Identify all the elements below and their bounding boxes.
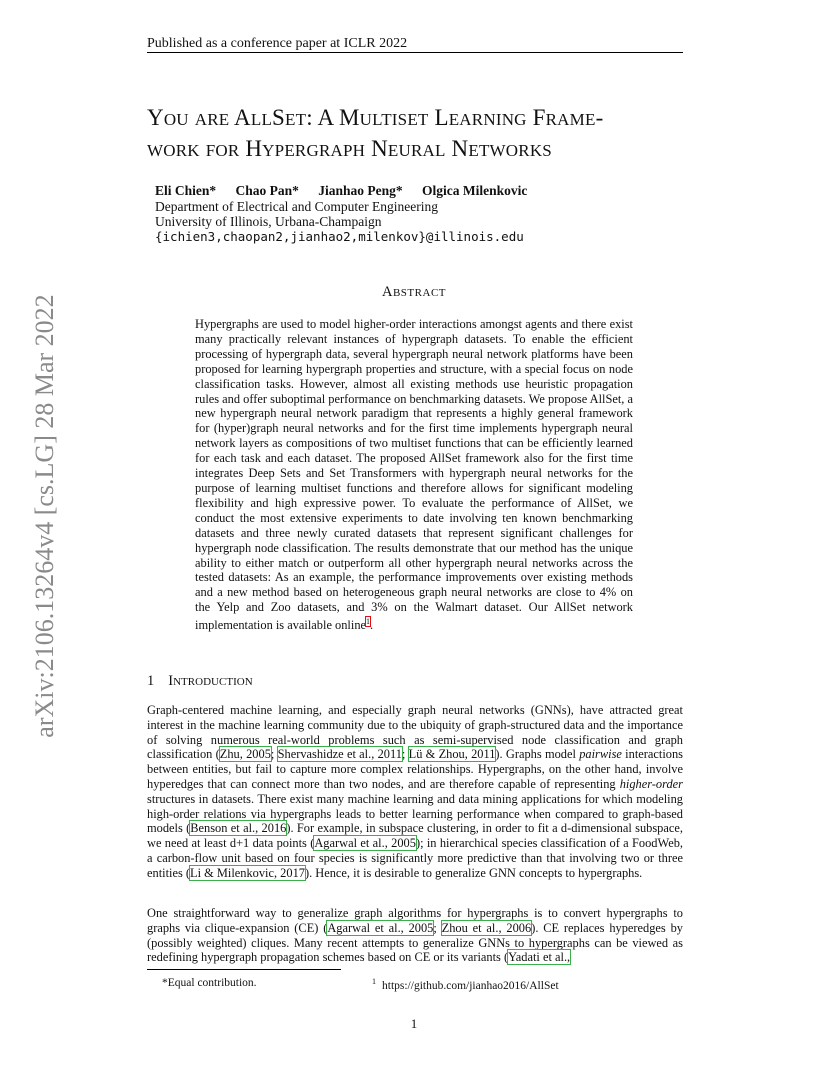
footnote-url: [372, 977, 559, 992]
author-name: Chao Pan*: [235, 183, 299, 198]
repository-link[interactable]: https://github.com/jianhao2016/AllSet: [382, 979, 559, 992]
affiliation-department: Department of Electrical and Computer Engineering: [155, 199, 439, 214]
author-emails[interactable]: {ichien3,chaopan2,jianhao2,milenkov}@illinois.edu: [155, 229, 524, 244]
citation-link[interactable]: Li & Milenkovic, 2017: [190, 865, 305, 880]
emphasis-text: pairwise: [579, 747, 622, 762]
section-heading: [147, 673, 253, 690]
abstract-body: Hypergraphs are used to model higher-order interactions amongst agents and there exist many practically relevant instances of hypergraph datasets. To enable the efficient processing of hypergraph data, several hypergraph neural network platforms have been proposed for learning hypergraph properties and structure, with a special focus on node classification tasks. However, almost all existing methods use heuristic propagation rules and offer suboptimal performance on benchmarking datasets. We propose AllSet, a new hypergraph neural network paradigm that represents a highly general framework for (hyper)graph neural networks and for the first time implements hypergraph neural network layers as compositions of two multiset functions that can be efficiently learned for each task and each dataset. The proposed AllSet framework also for the first time integrates Deep Sets and Set Transformers with hypergraph neural networks for the purpose of learning multiset functions and therefore allows for significant modeling flexibility and high expressive power. To evaluate the performance of AllSet, we conduct the most extensive experiments to date involving ten known benchmarking datasets and three newly curated datasets that represent significant challenges for hypergraph node classification. The results demonstrate that our method has the unique ability to either match or outperform all other hypergraph neural networks across the tested datasets: As an example, the performance improvements over existing methods and a new method based on heterogeneous graph neural networks are close to 4% on the Yelp and Zoo datasets, and 3% on the Walmart dataset. Our AllSet network implementation is available online: [195, 317, 633, 633]
footnote-rule: [147, 969, 341, 970]
citation-link[interactable]: Agarwal et al., 2005: [327, 920, 434, 935]
citation-link[interactable]: Zhu, 2005: [219, 747, 271, 762]
intro-paragraph-2: [147, 906, 683, 965]
title-line-1: YOU ARE ALLSET: A MULTISET LEARNING FRAME-: [147, 105, 604, 130]
body-text: interactions between entities, but fail to capture more complex relationships. Hypergraphs, on the other hand, involve hyperedges that can connect more than two nodes, and are therefore capable of representing: [147, 747, 683, 791]
title-line-2: WORK FOR HYPERGRAPH NEURAL NETWORKS: [147, 136, 552, 161]
author-name: Olgica Milenkovic: [422, 183, 528, 198]
author-name: Eli Chien*: [155, 183, 217, 198]
section-number: 1: [147, 673, 155, 689]
citation-link[interactable]: Benson et al., 2016: [190, 821, 287, 836]
footnote-equal-contribution: *Equal contribution.: [162, 977, 257, 989]
body-text: ); in hierarchical species classification of a FoodWeb, a carbon-flow unit based on four species is significantly more predictive than that involving two or three entities (: [147, 836, 683, 880]
body-text: ;: [433, 920, 442, 935]
body-text: ;: [401, 747, 409, 762]
emphasis-text: higher-order: [619, 776, 683, 791]
footnote-mark: 1: [372, 977, 376, 986]
body-text: Graph-centered machine learning, and especially graph neural networks (GNNs), have attracted great interest in the machine learning community due to the ubiquity of graph-structured data and the importance of solving numerous real-world problems such as semi-supervised node classification and graph classification (: [147, 703, 683, 762]
header-rule: [147, 52, 683, 53]
citation-link[interactable]: Zhou et al., 2006: [441, 920, 532, 935]
citation-link[interactable]: Agarwal et al., 2005: [314, 836, 416, 851]
intro-paragraph-1: [147, 703, 683, 881]
author-list: [155, 183, 543, 199]
citation-link[interactable]: Yadati et al.,: [508, 950, 571, 965]
arxiv-identifier: arXiv:2106.13264v4 [cs.LG] 28 Mar 2022: [30, 294, 59, 738]
body-text: One straightforward way to generalize graph algorithms for hypergraphs is to convert hypergraphs to graphs via clique-expansion (CE) (: [147, 906, 683, 935]
body-text: structures in datasets. There exist many machine learning and data mining applications for which modeling high-order relations via hypergraphs leads to better learning performance when compared to graph-based models (: [147, 791, 683, 836]
body-text: ). For example, in subspace clustering, in order to fit a d-dimensional subspace, we need at least d+1 data points (: [147, 821, 683, 851]
author-name: Jianhao Peng*: [318, 183, 403, 198]
body-text: ). Graphs model: [495, 747, 580, 762]
section-title: INTRODUCTION: [168, 673, 253, 689]
footnote-link[interactable]: 1: [366, 617, 371, 627]
page-number: 1: [410, 1016, 418, 1031]
body-text: ;: [270, 747, 278, 762]
body-text: ). Hence, it is desirable to generalize GNN concepts to hypergraphs.: [304, 865, 643, 880]
running-header: Published as a conference paper at ICLR 2022: [147, 36, 408, 51]
affiliation-university: University of Illinois, Urbana-Champaign: [155, 214, 382, 229]
citation-link[interactable]: Lü & Zhou, 2011: [408, 747, 496, 762]
abstract-heading: ABSTRACT: [381, 284, 447, 300]
body-text: ). CE replaces hyperedges by (possibly weighted) cliques. Many recent attempts to generalize GNNs to hypergraphs can be viewed as redefining hypergraph propagation schemes based on CE or its variants (: [147, 920, 683, 965]
paper-title: [147, 103, 707, 165]
abstract-text: Hypergraphs are used to model higher-order interactions amongst agents and there exist many practically relevant instances of hypergraph datasets. To enable the efficient processing of hypergraph data, several hypergraph neural network platforms have been proposed for learning hypergraph properties and structure, with a special focus on node classification tasks. However, almost all existing methods use heuristic propagation rules and offer suboptimal performance on benchmarking datasets. We propose AllSet, a new hypergraph neural network paradigm that represents a highly general framework for (hyper)graph neural networks and for the first time implements hypergraph neural network layers as compositions of two multiset functions that can be efficiently learned for each task and each dataset. The proposed AllSet framework also for the first time integrates Deep Sets and Set Transformers with hypergraph neural networks for the purpose of learning multiset functions and therefore allows for significant modeling flexibility and high expressive power. To evaluate the performance of AllSet, we conduct the most extensive experiments to date involving ten known benchmarking datasets and three newly curated datasets that represent significant challenges for hypergraph node classification. The results demonstrate that our method has the unique ability to either match or outperform all other hypergraph neural networks across the tested datasets: As an example, the performance improvements over existing methods and a new method based on heterogeneous graph neural networks are close to 4% on the Yelp and Zoo datasets, and 3% on the Walmart dataset. Our AllSet network implementation is available online$^1$.: [195, 317, 633, 633]
citation-link[interactable]: Shervashidze et al., 2011: [277, 747, 402, 762]
